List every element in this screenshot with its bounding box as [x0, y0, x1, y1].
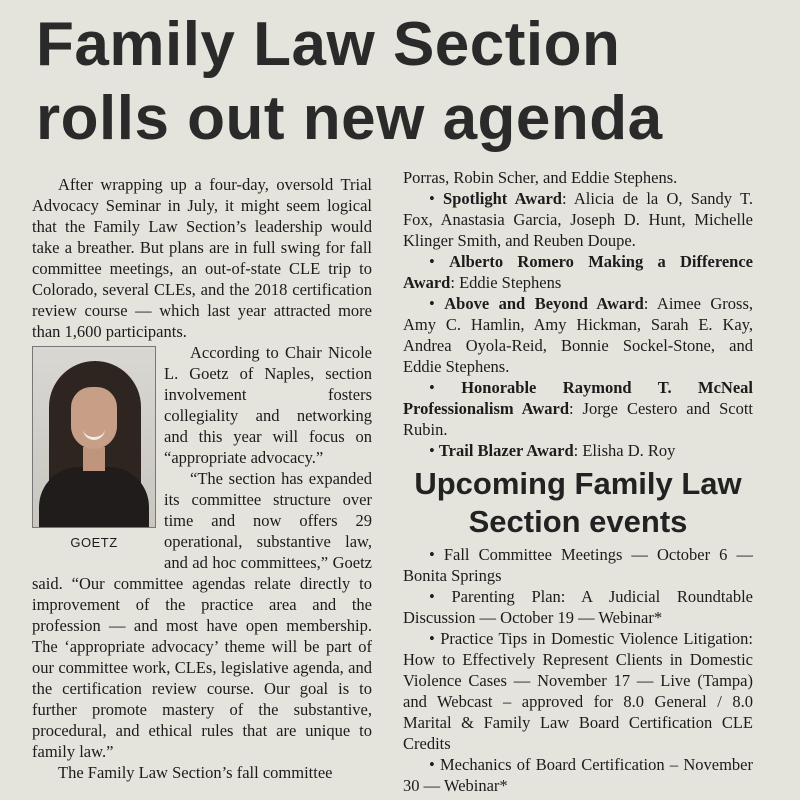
award-names: : Alicia de la O, Sandy T. Fox, Anastasia Garcia, Joseph D. Hunt, Michelle Klinger Smith, and Reuben Doupe.: [403, 189, 753, 250]
award-title: Above and Beyond Award: [444, 294, 644, 313]
event-text: Parenting Plan: A Judicial Roundtable Discussion — October 19 — Webinar*: [403, 587, 753, 627]
paragraph-3: “The section has expanded its committee structure over time and now offers 29 operational, substantive law, and ad hoc committees,” Goetz said. “Our committee agendas relate directly to improvement of the practice area and the profession — and most have open membership. The ‘appropriate advocacy’ theme will be part of our committee work, CLEs, legislative agenda, and the certification review course. Our goal is to further promote mastery of the substantive, procedural, and ethical rules that are unique to family law.”: [32, 469, 372, 761]
photo-shoulders: [39, 467, 149, 528]
event-item: • Fall Committee Meetings — October 6 — Bonita Springs: [403, 545, 753, 585]
goetz-portrait-photo: [32, 346, 156, 528]
event-text: Fall Committee Meetings — October 6 — Bonita Springs: [403, 545, 753, 585]
right-column: [403, 167, 753, 796]
event-item: • Practice Tips in Domestic Violence Litigation: How to Effectively Represent Clients in Domestic Violence Cases — November 17 — Live (Tampa) and Webcast – approved for 8.0 General / 8.0 Marital & Family Law Board Certification CLE Credits: [403, 629, 753, 753]
headline-line-1: Family Law Section: [36, 10, 621, 79]
award-title: Honorable Raymond T. McNeal Professionalism Award: [403, 378, 753, 418]
award-item: • Honorable Raymond T. McNeal Professionalism Award: Jorge Cestero and Scott Rubin.: [403, 378, 753, 439]
award-item: • Above and Beyond Award: Aimee Gross, Amy C. Hamlin, Amy Hickman, Sarah E. Kay, Andrea Oyola-Reid, Bonnie Sockel-Stone, and Eddie Stephens.: [403, 294, 753, 376]
paragraph-4: The Family Law Section’s fall committee: [58, 763, 333, 782]
photo-caption: GOETZ: [70, 535, 118, 550]
award-title: Alberto Romero Making a Difference Award: [403, 252, 753, 292]
events-heading: Upcoming Family Law Section events: [414, 466, 742, 539]
award-names: : Aimee Gross, Amy C. Hamlin, Amy Hickman, Sarah E. Kay, Andrea Oyola-Reid, Bonnie Sockel-Stone, and Eddie Stephens.: [403, 294, 753, 376]
event-item: • Mechanics of Board Certification – November 30 — Webinar*: [403, 755, 753, 795]
paragraph-2: According to Chair Nicole L. Goetz of Naples, section involvement fosters collegiality and networking and this year will focus on “appropriate advocacy.”: [164, 343, 372, 467]
award-item: • Trail Blazer Award: Elisha D. Roy: [429, 441, 676, 460]
paragraph-1: After wrapping up a four-day, oversold Trial Advocacy Seminar in July, it might seem logical that the Family Law Section’s leadership would take a breather. But plans are in full swing for fall committee meetings, an out-of-state CLE trip to Colorado, several CLEs, and the 2018 certification review course — which last year attracted more than 1,600 participants.: [32, 175, 372, 341]
event-text: Mechanics of Board Certification – November 30 — Webinar*: [403, 755, 753, 795]
continued-text: Porras, Robin Scher, and Eddie Stephens.: [403, 168, 678, 187]
photo-neck: [83, 447, 105, 471]
event-text: Practice Tips in Domestic Violence Litigation: How to Effectively Represent Clients in Domestic Violence Cases — November 17 — Live (Tampa) and Webcast – approved for 8.0 General / 8.0 Marital & Family Law Board Certification CLE Credits: [403, 629, 753, 753]
left-column: [32, 174, 372, 783]
award-title: Trail Blazer Award: [438, 441, 574, 460]
headline-line-2: rolls out new agenda: [36, 84, 663, 153]
award-item: • Spotlight Award: Alicia de la O, Sandy T. Fox, Anastasia Garcia, Joseph D. Hunt, Michelle Klinger Smith, and Reuben Doupe.: [403, 189, 753, 250]
award-item: • Alberto Romero Making a Difference Award: Eddie Stephens: [403, 252, 753, 292]
award-title: Spotlight Award: [443, 189, 562, 208]
award-names: : Jorge Cestero and Scott Rubin.: [403, 399, 753, 439]
award-names: : Eddie Stephens: [450, 273, 562, 292]
award-names: : Elisha D. Roy: [573, 441, 676, 460]
event-item: • Parenting Plan: A Judicial Roundtable Discussion — October 19 — Webinar*: [403, 587, 753, 627]
photo-block: [32, 346, 156, 553]
article-headline: [36, 8, 776, 156]
